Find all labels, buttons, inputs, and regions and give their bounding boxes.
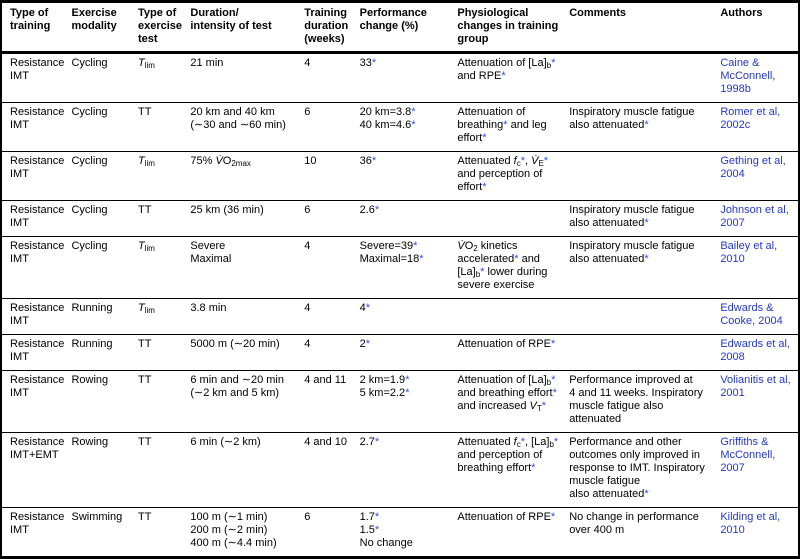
cell-exercise-modality: Running [65, 299, 132, 335]
cell-training-duration: 6 [298, 201, 353, 237]
cell-test-duration-intensity: 3.8 min [184, 299, 298, 335]
significance-star: * [501, 70, 506, 82]
cell-physiological-changes: Attenuation of RPE* [451, 508, 563, 558]
cell-physiological-changes: $V̇O_2$ kinetics accelerated* and $[La]_b*$ lower during severe exercise [451, 237, 563, 299]
cell-authors: Volianitis et al, 2001 [714, 371, 799, 433]
cell-performance-change: 2* [354, 335, 452, 371]
cell-type-of-training: Resistance IMT+EMT [1, 433, 65, 508]
significance-star: * [365, 302, 371, 314]
col-header-performance-change: Performance change (%) [354, 2, 452, 53]
cell-type-of-training: Resistance IMT [1, 335, 65, 371]
significance-star: * [374, 524, 380, 536]
cell-test-duration-intensity: 6 min and ∼20 min (∼2 km and 5 km) [184, 371, 298, 433]
cell-comments: Inspiratory muscle fatigue also attenuated* [563, 237, 714, 299]
significance-star: * [644, 217, 649, 229]
cell-comments [563, 335, 714, 371]
significance-star: * [411, 119, 416, 131]
cell-training-duration: 4 and 11 [298, 371, 353, 433]
cell-test-duration-intensity: 21 min [184, 53, 298, 103]
cell-training-duration: 4 and 10 [298, 433, 353, 508]
cell-physiological-changes: Attenuated $f_c*$, $V̇_E*$ and perception of effort* [451, 152, 563, 201]
cell-physiological-changes: Attenuation of RPE* [451, 335, 563, 371]
cell-test-duration-intensity: 75% $V̇O_{2max}$ [184, 152, 298, 201]
cell-authors: Caine & McConnell, 1998b [714, 53, 799, 103]
cell-type-of-training: Resistance IMT [1, 299, 65, 335]
cell-authors: Griffiths & McConnell, 2007 [714, 433, 799, 508]
table-row [1, 335, 799, 371]
col-header-authors: Authors [714, 2, 799, 53]
cell-authors: Gething et al, 2004 [714, 152, 799, 201]
cell-exercise-test-type: $T_{lim}$ [132, 299, 184, 335]
cell-test-duration-intensity: 25 km (36 min) [184, 201, 298, 237]
significance-star: * [374, 436, 380, 448]
table-row [1, 103, 799, 152]
col-header-physiological-changes: Physiological changes in training group [451, 2, 563, 53]
cell-training-duration: 4 [298, 335, 353, 371]
cell-performance-change: Severe=39* Maximal=18* [354, 237, 452, 299]
significance-star: * [644, 488, 649, 500]
cell-performance-change: 2.6* [354, 201, 452, 237]
significance-star: * [552, 387, 557, 399]
significance-star: * [520, 436, 525, 448]
significance-star: * [374, 204, 380, 216]
significance-star: * [374, 511, 380, 523]
cell-exercise-modality: Running [65, 335, 132, 371]
table-row [1, 508, 799, 558]
col-header-exercise-test-type: Type of exercise test [132, 2, 184, 53]
table-row [1, 201, 799, 237]
cell-test-duration-intensity: 20 km and 40 km (∼30 and ∼60 min) [184, 103, 298, 152]
table-row [1, 371, 799, 433]
cell-performance-change: 36* [354, 152, 452, 201]
cell-type-of-training: Resistance IMT [1, 201, 65, 237]
significance-star: * [482, 132, 487, 144]
cell-test-duration-intensity: 6 min (∼2 km) [184, 433, 298, 508]
significance-star: * [405, 374, 410, 386]
cell-exercise-test-type: TT [132, 103, 184, 152]
cell-authors: Kilding et al, 2010 [714, 508, 799, 558]
cell-exercise-modality: Cycling [65, 103, 132, 152]
significance-star: * [550, 511, 556, 523]
col-header-test-duration-intensity: Duration/ intensity of test [184, 2, 298, 53]
cell-comments [563, 53, 714, 103]
cell-test-duration-intensity: Severe Maximal [184, 237, 298, 299]
table-row [1, 237, 799, 299]
cell-exercise-test-type: $T_{lim}$ [132, 237, 184, 299]
table-row [1, 299, 799, 335]
col-header-exercise-modality: Exercise modality [65, 2, 132, 53]
significance-star: * [365, 338, 371, 350]
cell-test-duration-intensity: 100 m (∼1 min) 200 m (∼2 min) 400 m (∼4.4 min) [184, 508, 298, 558]
cell-physiological-changes [451, 299, 563, 335]
significance-star: * [405, 387, 410, 399]
cell-physiological-changes: Attenuation of $[La]_b*$ and RPE* [451, 53, 563, 103]
table-body [1, 53, 799, 558]
significance-star: * [520, 155, 525, 167]
cell-training-duration: 4 [298, 299, 353, 335]
significance-star: * [644, 253, 649, 265]
cell-comments: Performance improved at 4 and 11 weeks. Inspiratory muscle fatigue also attenuated [563, 371, 714, 433]
significance-star: * [551, 57, 556, 69]
cell-exercise-modality: Cycling [65, 53, 132, 103]
significance-star: * [411, 106, 416, 118]
significance-star: * [541, 400, 547, 412]
cell-type-of-training: Resistance IMT [1, 371, 65, 433]
cell-training-duration: 6 [298, 508, 353, 558]
cell-training-duration: 4 [298, 53, 353, 103]
cell-exercise-test-type: $T_{lim}$ [132, 152, 184, 201]
significance-star: * [551, 374, 556, 386]
significance-star: * [503, 119, 508, 131]
cell-physiological-changes: Attenuated $f_c*$, $[La]_b*$ and perception of breathing effort* [451, 433, 563, 508]
cell-test-duration-intensity: 5000 m (∼20 min) [184, 335, 298, 371]
cell-training-duration: 6 [298, 103, 353, 152]
table-row [1, 152, 799, 201]
cell-type-of-training: Resistance IMT [1, 53, 65, 103]
cell-exercise-modality: Rowing [65, 433, 132, 508]
cell-authors: Johnson et al, 2007 [714, 201, 799, 237]
significance-star: * [550, 338, 556, 350]
cell-training-duration: 4 [298, 237, 353, 299]
significance-star: * [480, 266, 485, 278]
cell-comments [563, 152, 714, 201]
cell-exercise-modality: Swimming [65, 508, 132, 558]
cell-exercise-modality: Cycling [65, 237, 132, 299]
cell-exercise-test-type: TT [132, 335, 184, 371]
significance-star: * [371, 155, 377, 167]
cell-performance-change: 2 km=1.9* 5 km=2.2* [354, 371, 452, 433]
cell-exercise-modality: Cycling [65, 152, 132, 201]
cell-physiological-changes: Attenuation of $[La]_b*$ and breathing effort* and increased $V_T*$ [451, 371, 563, 433]
cell-exercise-modality: Rowing [65, 371, 132, 433]
cell-training-duration: 10 [298, 152, 353, 201]
significance-star: * [543, 155, 549, 167]
cell-comments [563, 299, 714, 335]
table-row [1, 53, 799, 103]
significance-star: * [482, 181, 487, 193]
cell-exercise-test-type: $T_{lim}$ [132, 53, 184, 103]
cell-authors: Edwards & Cooke, 2004 [714, 299, 799, 335]
cell-authors: Romer et al, 2002c [714, 103, 799, 152]
cell-authors: Bailey et al, 2010 [714, 237, 799, 299]
significance-star: * [419, 253, 424, 265]
cell-type-of-training: Resistance IMT [1, 237, 65, 299]
significance-star: * [553, 436, 559, 448]
cell-type-of-training: Resistance IMT [1, 508, 65, 558]
cell-performance-change: 33* [354, 53, 452, 103]
cell-physiological-changes: Attenuation of breathing* and leg effort* [451, 103, 563, 152]
table-header [1, 2, 799, 53]
col-header-training-duration: Training duration (weeks) [298, 2, 353, 53]
cell-physiological-changes [451, 201, 563, 237]
cell-performance-change: 4* [354, 299, 452, 335]
table-row [1, 433, 799, 508]
cell-exercise-modality: Cycling [65, 201, 132, 237]
col-header-comments: Comments [563, 2, 714, 53]
significance-star: * [514, 253, 519, 265]
cell-authors: Edwards et al, 2008 [714, 335, 799, 371]
cell-type-of-training: Resistance IMT [1, 152, 65, 201]
significance-star: * [371, 57, 377, 69]
cell-comments: No change in performance over 400 m [563, 508, 714, 558]
cell-comments: Performance and other outcomes only improved in response to IMT. Inspiratory muscle fatigue also attenuated* [563, 433, 714, 508]
cell-exercise-test-type: TT [132, 508, 184, 558]
cell-exercise-test-type: TT [132, 433, 184, 508]
cell-exercise-test-type: TT [132, 201, 184, 237]
cell-comments: Inspiratory muscle fatigue also attenuated* [563, 103, 714, 152]
cell-performance-change: 20 km=3.8* 40 km=4.6* [354, 103, 452, 152]
significance-star: * [531, 462, 536, 474]
col-header-type-of-training: Type of training [1, 2, 65, 53]
cell-comments: Inspiratory muscle fatigue also attenuated* [563, 201, 714, 237]
cell-performance-change: 1.7* 1.5* No change [354, 508, 452, 558]
cell-performance-change: 2.7* [354, 433, 452, 508]
significance-star: * [644, 119, 649, 131]
cell-type-of-training: Resistance IMT [1, 103, 65, 152]
cell-exercise-test-type: TT [132, 371, 184, 433]
significance-star: * [413, 240, 418, 252]
table-header-row [1, 2, 799, 53]
